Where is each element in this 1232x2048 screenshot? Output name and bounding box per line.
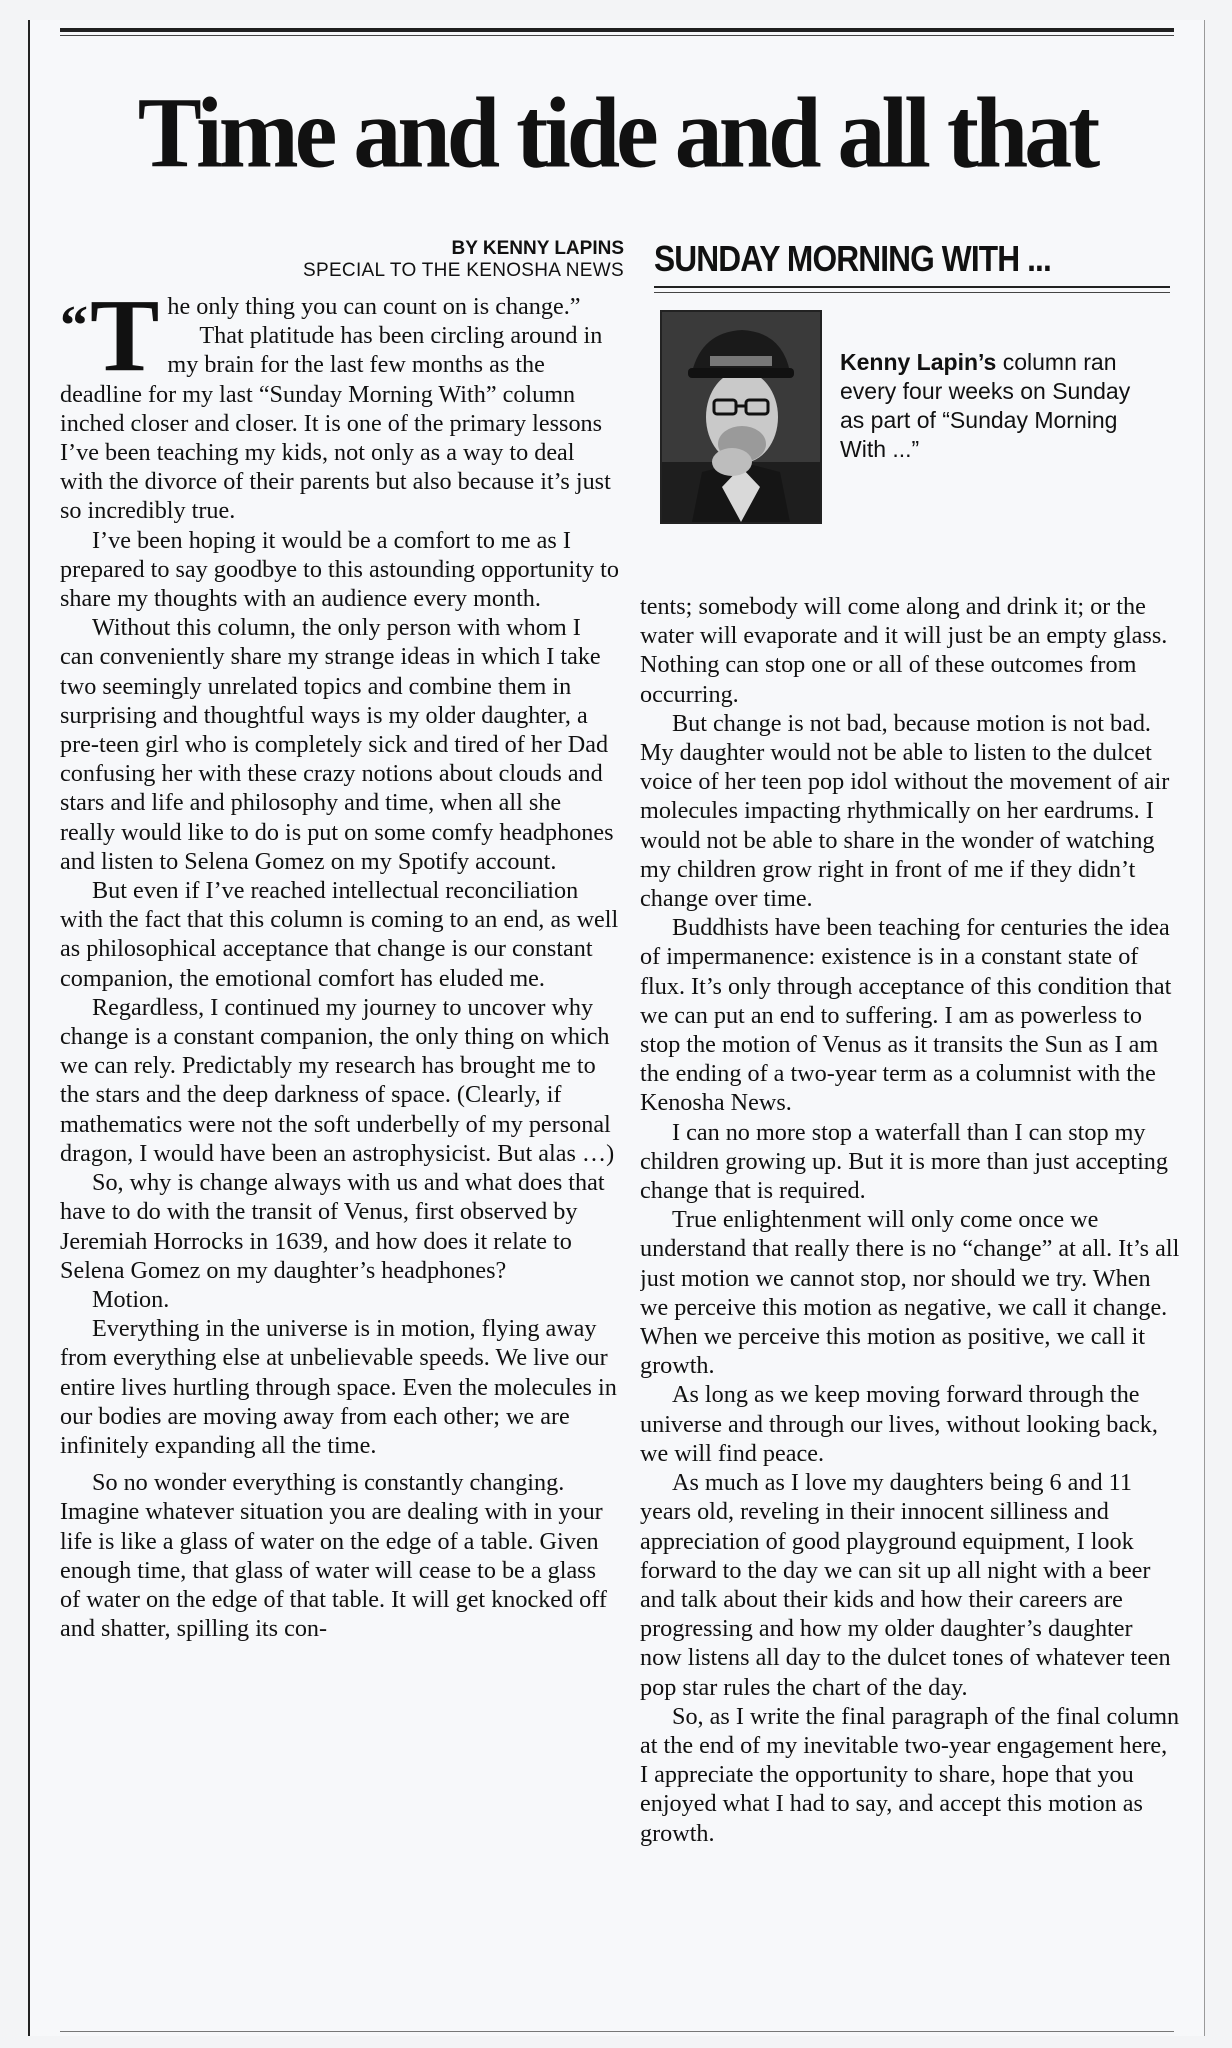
- section-rule-thin: [654, 292, 1170, 293]
- headline: Time and tide and all that: [137, 76, 1097, 189]
- byline-special: SPECIAL TO THE KENOSHA NEWS: [303, 259, 624, 281]
- paragraph: Without this column, the only person with whom I can conveniently share my strange ideas in which I take two seemingly unrelated topics and combine them in surprising and thoughtful ways is my older daughter, a pre-teen girl who is completely sick and tired of her Dad confusing her with these crazy notions about clouds and stars and life and philosophy and time, when all she really would like to do is put on some comfy headphones and listen to Selena Gomez on my Spotify account.: [60, 614, 614, 875]
- paragraph: Buddhists have been teaching for centuries the idea of impermanence: existence is in a constant state of flux. It’s only through acceptance of this condition that we can put an end to suffering. I am as powerless to stop the motion of Venus as it transits the Sun as I am the ending of a two-year term as a columnist with the Kenosha News.: [640, 914, 1172, 1117]
- paragraph: Regardless, I continued my journey to uncover why change is a constant companion, the only thing on which we can rely. Predictably my research has brought me to the stars and the deep darkness of space. (Clearly, if mathematics were not the soft underbelly of my personal dragon, I would have been an astrophysicist. But alas …): [60, 993, 615, 1167]
- caption-name: Kenny Lapin’s: [840, 349, 997, 375]
- lead-paragraph: [60, 292, 620, 393]
- bottom-rule: [60, 2031, 1174, 2032]
- paragraph: But even if I’ve reached intellectual reconciliation with the fact that this column is coming to an end, as well as philosophical acceptance that change is our constant companion, the emotional comfort has eluded me.: [60, 877, 619, 992]
- paragraph: I can no more stop a waterfall than I can stop my children growing up. But it is more than just accepting change that is required.: [640, 1118, 1168, 1205]
- byline-author: BY KENNY LAPINS: [451, 238, 624, 259]
- top-rule: [60, 28, 1174, 32]
- paragraph: So, why is change always with us and what does that have to do with the transit of Venus, first observed by Jeremiah Horrocks in 1639, and how does it relate to Selena Gomez on my daughter’s headphones?: [60, 1169, 605, 1284]
- paragraph-continuation: tents; somebody will come along and drink it; or the water will evaporate and it will just be an empty glass. Nothing can stop one or all of these outcomes from occurring.: [640, 593, 1168, 708]
- paragraph: As long as we keep moving forward through the universe and through our lives, without looking back, we will find peace.: [640, 1381, 1158, 1467]
- paragraph: I’ve been hoping it would be a comfort to me as I prepared to say goodbye to this astounding opportunity to share my thoughts with an audience every month.: [60, 526, 619, 613]
- paragraph: As much as I love my daughters being 6 and 11 years old, reveling in their innocent silliness and appreciation of good playground equipment, I look forward to the day we can sit up all night with a beer and talk about their kids and how their careers are progressing and how my older daughter’s daughter now listens all day to the dulcet tones of whatever teen pop star rules the chart of the day.: [640, 1469, 1171, 1701]
- photo-caption: [840, 348, 1150, 464]
- author-portrait-image: [662, 312, 820, 522]
- paragraph: True enlightenment will only come once we understand that really there is no “change” at all. It’s all just motion we cannot stop, nor should we try. When we perceive this motion as negative, we call it change. When we perceive this motion as positive, we call it growth.: [640, 1206, 1180, 1380]
- lead-text: he only thing you can count on is change.”: [167, 293, 581, 320]
- top-rule-thin: [60, 35, 1174, 36]
- paragraph: Motion.: [92, 1285, 170, 1313]
- section-title: SUNDAY MORNING WITH ...: [654, 238, 1051, 279]
- article-column-right: [640, 592, 1180, 2032]
- newspaper-page: [28, 20, 1205, 2036]
- paragraph: But change is not bad, because motion is not bad. My daughter would not be able to listen to the dulcet voice of her teen pop idol without the movement of air molecules impacting rhythmically on her eardrums. I would not be able to share in the wonder of watching my children grow right in front of me if they didn’t change over time.: [640, 709, 1170, 913]
- article-column-left: [60, 292, 620, 2032]
- caption-text: column ran every four weeks on Sunday as part of “Sunday Morning With ...”: [840, 349, 1131, 462]
- author-photo: [660, 310, 822, 524]
- paragraph: So no wonder everything is constantly changing. Imagine whatever situation you are dealing with in your life is like a glass of water on the edge of a table. Given enough time, that glass of water will cease to be a glass of water on the edge of that table. It will get knocked off and shatter, spilling its con-: [60, 1469, 607, 1643]
- byline: [303, 238, 624, 282]
- paragraph: That platitude has been circling around in my brain for the last few months as the deadline for my last “Sunday Morning With” column inched closer and closer. It is one of the primary lessons I’ve been teaching my kids, not only as a way to deal with the divorce of their parents but also because it’s just so incredibly true.: [60, 322, 611, 525]
- paragraph: So, as I write the final paragraph of the final column at the end of my inevitable two-year engagement here, I appreciate the opportunity to share, hope that you enjoyed what I had to say, and accept this motion as growth.: [640, 1702, 1180, 1847]
- section-rule: [654, 286, 1170, 288]
- drop-cap: “T: [60, 292, 160, 393]
- paragraph: Everything in the universe is in motion, flying away from everything else at unbelievable speeds. We live our entire lives hurtling through space. Even the molecules in our bodies are moving away from each other; we are infinitely expanding all the time.: [60, 1315, 617, 1459]
